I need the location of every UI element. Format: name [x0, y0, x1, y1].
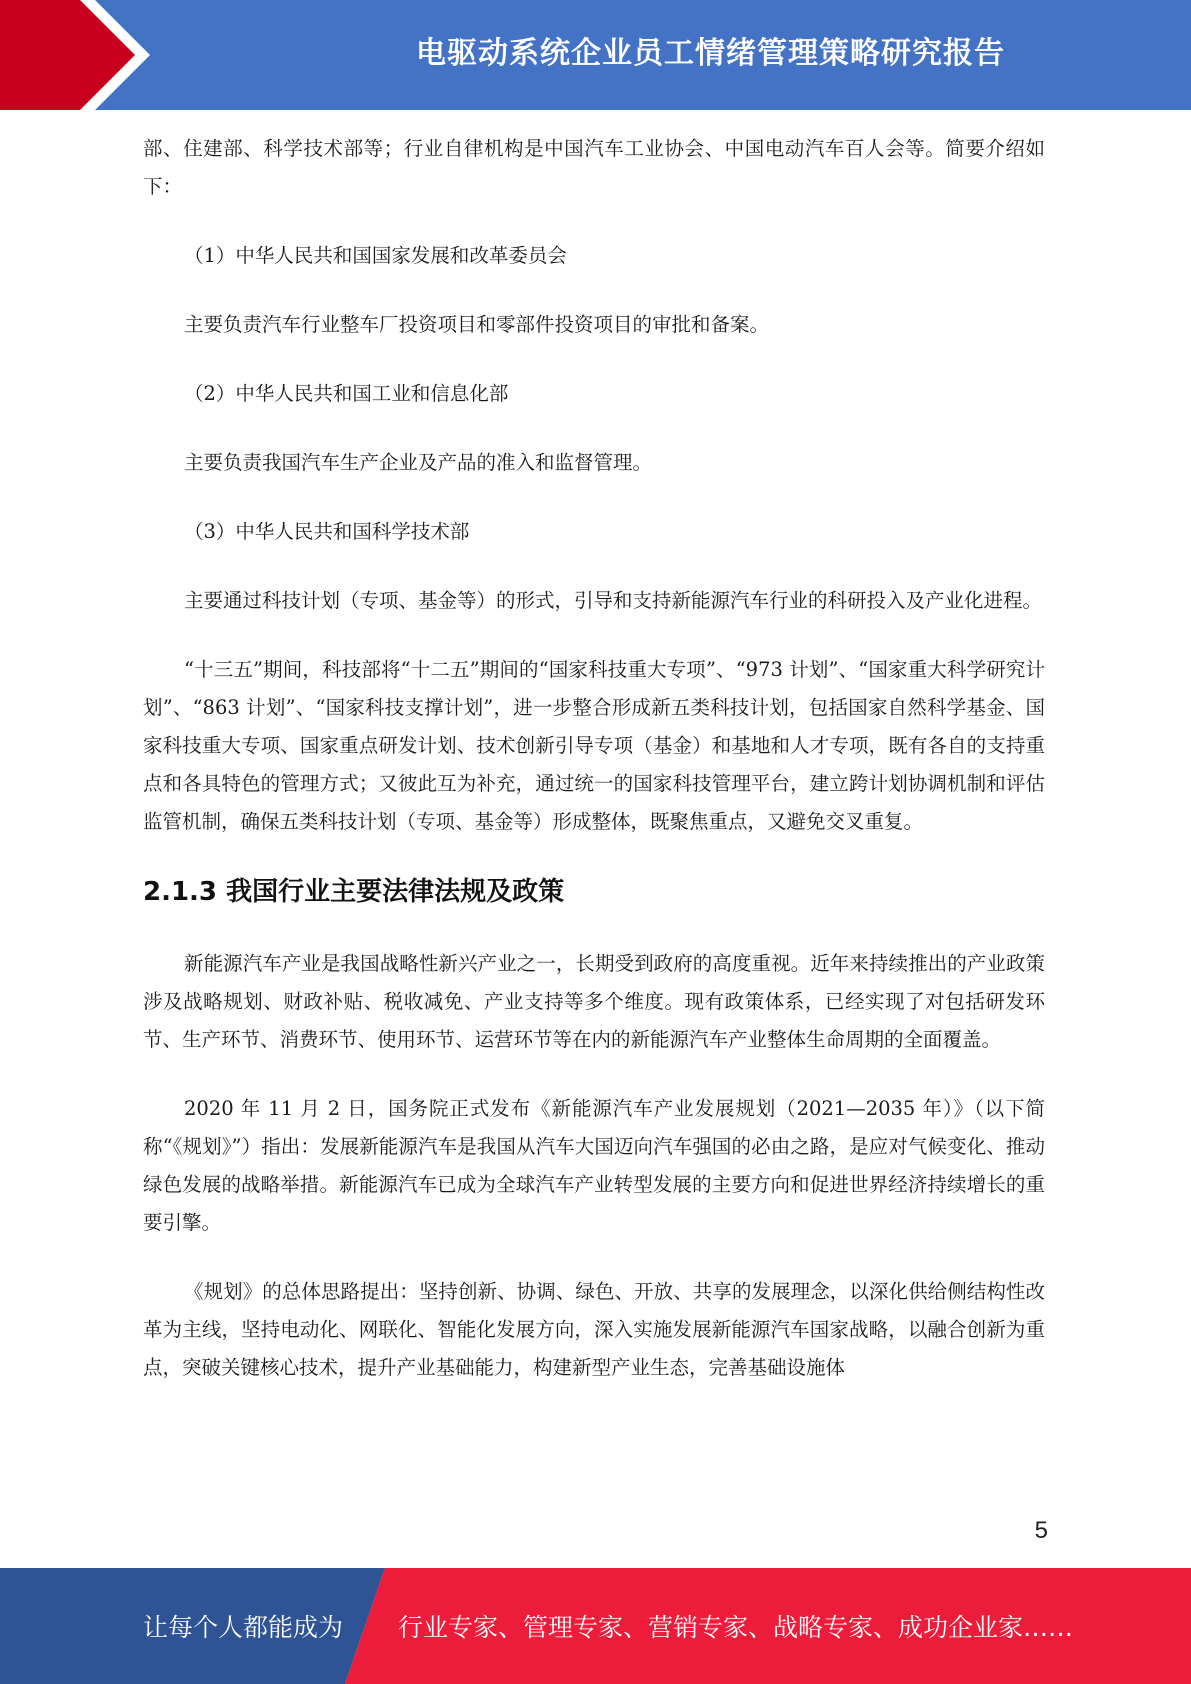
paragraph-regulators-intro: 部、住建部、科学技术部等；行业自律机构是中国汽车工业协会、中国电动汽车百人会等。简要介绍如下：	[143, 137, 1045, 198]
paragraph-most: 主要通过科技计划（专项、基金等）的形式，引导和支持新能源汽车行业的科研投入及产业化进程。	[184, 589, 1043, 612]
paragraph-policy-overview: 新能源汽车产业是我国战略性新兴产业之一，长期受到政府的高度重视。近年来持续推出的产业政策涉及战略规划、财政补贴、税收减免、产业支持等多个维度。现有政策体系，已经实现了对包括研发环节、生产环节、消费环节、使用环节、运营环节等在内的新能源汽车产业整体生命周期的全面覆盖。	[143, 952, 1045, 1051]
subheading-miit: （2）中华人民共和国工业和信息化部	[184, 382, 509, 405]
page-footer	[0, 1568, 1191, 1684]
paragraph-ndrc: 主要负责汽车行业整车厂投资项目和零部件投资项目的审批和备案。	[184, 313, 770, 336]
paragraph-plan-approach: 《规划》的总体思路提出：坚持创新、协调、绿色、开放、共享的发展理念，以深化供给侧结构性改革为主线，坚持电动化、网联化、智能化发展方向，深入实施发展新能源汽车国家战略，以融合创新为重点，突破关键核心技术，提升产业基础能力，构建新型产业生态，完善基础设施体	[143, 1280, 1045, 1379]
page-number: 5	[1034, 1517, 1048, 1544]
report-title: 电驱动系统企业员工情绪管理策略研究报告	[416, 36, 1005, 71]
page-header	[0, 0, 1191, 110]
footer-slogan-left: 让每个人都能成为	[143, 1613, 344, 1642]
paragraph-plan-release: 2020 年 11 月 2 日，国务院正式发布《新能源汽车产业发展规划（2021—2035 年）》（以下简称“《规划》”）指出：发展新能源汽车是我国从汽车大国迈向汽车强国的必由之路，是应对气候变化、推动绿色发展的战略举措。新能源汽车已成为全球汽车产业转型发展的主要方向和促进世界经济持续增长的重要引擎。	[143, 1097, 1045, 1234]
paragraph-science-plans: “十三五”期间，科技部将“十二五”期间的“国家科技重大专项”、“973 计划”、“国家重大科学研究计划”、“863 计划”、“国家科技支撑计划”，进一步整合形成新五类科技计划，包括国家自然科学基金、国家科技重大专项、国家重点研发计划、技术创新引导专项（基金）和基地和人才专项，既有各自的支持重点和各具特色的管理方式；又彼此互为补充，通过统一的国家科技管理平台，建立跨计划协调机制和评估监管机制，确保五类科技计划（专项、基金等）形成整体，既聚焦重点，又避免交叉重复。	[143, 658, 1045, 833]
subheading-ndrc: （1）中华人民共和国国家发展和改革委员会	[184, 244, 567, 267]
subheading-most: （3）中华人民共和国科学技术部	[184, 520, 470, 543]
paragraph-miit: 主要负责我国汽车生产企业及产品的准入和监督管理。	[184, 451, 653, 474]
header-red-chevron	[0, 0, 150, 110]
footer-slogan-right: 行业专家、管理专家、营销专家、战略专家、成功企业家……	[398, 1613, 1074, 1642]
section-heading: 2.1.3 我国行业主要法律法规及政策	[143, 877, 565, 907]
document-body	[143, 130, 1045, 1418]
